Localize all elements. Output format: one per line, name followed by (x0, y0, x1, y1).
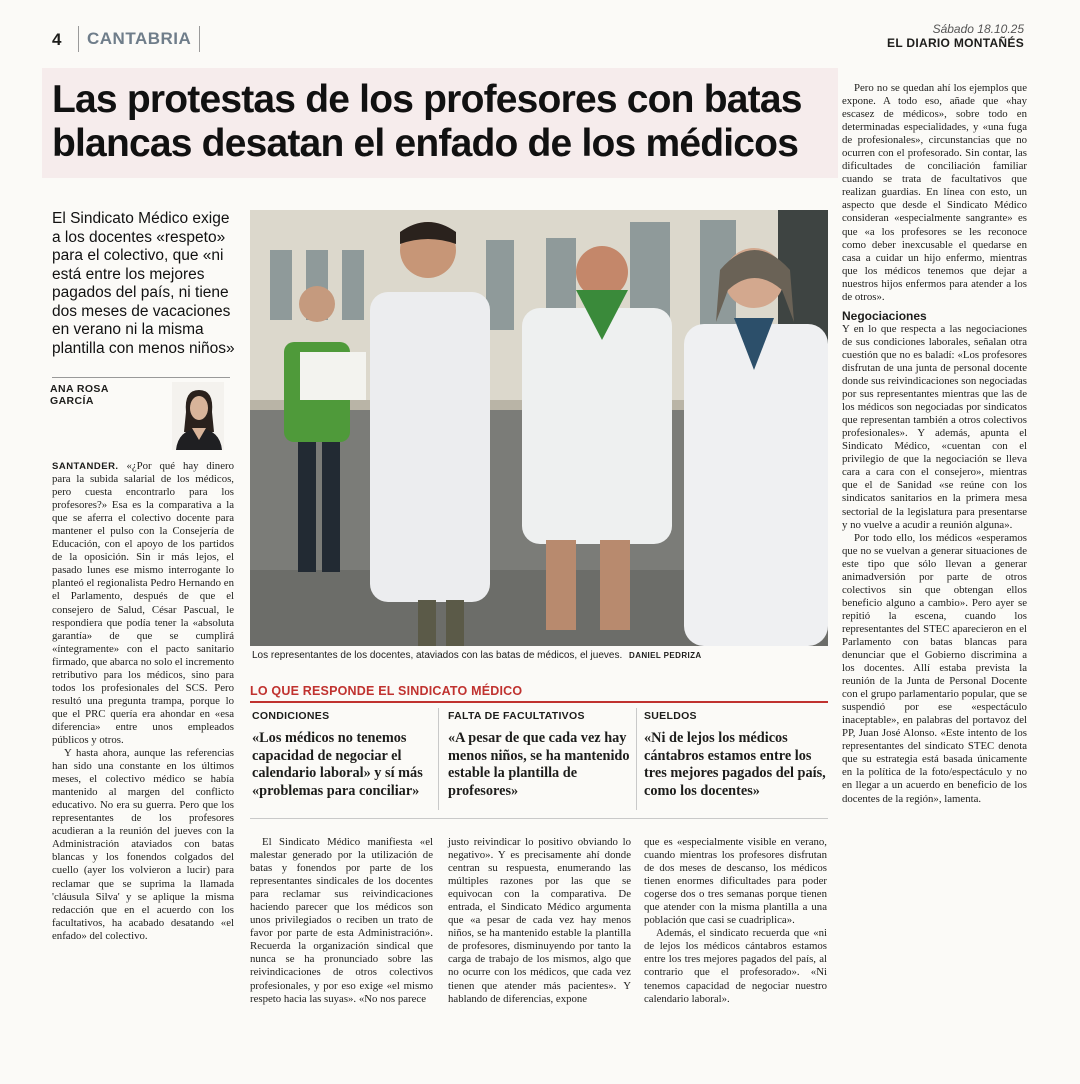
sidebar-rule (250, 701, 828, 703)
sidebar-item-quote: «A pesar de que cada vez hay menos niños, se ha mantenido estable la plantilla de profesores» (448, 730, 630, 799)
sidebar-divider (438, 708, 439, 810)
body-column-4 (644, 836, 827, 1006)
deck-summary: El Sindicato Médico exige a los docentes «respeto» para el colectivo, que «ni está entre los mejores pagados del país, ni tiene dos meses de vacaciones en verano ni la misma plantilla con menos niños» (52, 210, 235, 357)
paragraph-text: «¿Por qué hay dinero para la subida salarial de los médicos, pero cuesta encontrarlo para los profesores?» Esa es la comparativa a la que se aferra el colectivo docente para mantener el pulso con la Consejería de Educación, con el apoyo de los partidos de la oposición. Sin ir más lejos, el pasado lunes ese mismo interrogante lo planteó el regionalista Pedro Hernando en el Parlamento, después de que el consejero de Salud, César Pascual, le respondiera que podía tener la «absoluta garantía» de que se cumplirá «íntegramente» con el pacto sanitario firmado, que abarca no solo el incremento retributivo para los médicos, sino para todos los profesionales del SCS. Pero resultó una pregunta trampa, porque lo que el PRC quería era ahondar en «esa diferencia» entre unos empleados públicos y otros. (52, 460, 234, 746)
photo-credit: DANIEL PEDRIZA (629, 651, 702, 660)
body-paragraph: justo reivindicar lo positivo obviando lo negativo». Y es precisamente ahí donde centran su respuesta, enumerando las múltiples razones por las que se equivocan con la comparativa. De entrada, el Sindicato Médico argumenta que «a pesar de cada vez hay menos niños, se ha mantenido estable la plantilla de profesores, disminuyendo por tanto la carga de trabajo de los mismos, algo que no ocurre con los médicos, que cada vez tienen que atender más pacientes». Y hablando de diferencias, expone (448, 836, 631, 1005)
dateline: SANTANDER. (52, 461, 119, 472)
author-photo (172, 382, 224, 450)
body-column-3 (448, 836, 631, 1006)
body-paragraph: Y hasta ahora, aunque las referencias han sido una constante en los últimos meses, el colectivo médico se había mantenido al margen del conflicto educativo. No era su guerra. Pero que los representantes de los profesores acudieran a la reunión del jueves con la Administración ataviados con batas blancas y los fonendos colgados del cuello (ayer los volvieron a lucir) para reclamar que se suprima la llamada 'cláusula Silva' y se aplique la misma redacción que en el acuerdo con los facultativos, ha acabado desatando «el enfado» del colectivo. (52, 747, 234, 942)
body-paragraph (52, 460, 234, 747)
body-paragraph: Además, el sindicato recuerda que «ni de lejos los médicos cántabros estamos entre los tres mejores pagados del país, al contrario que el profesorado». «Ni tenemos capacidad de negociar nuestro calendario laboral». (644, 927, 827, 1005)
sidebar-item (252, 710, 437, 800)
body-paragraph: El Sindicato Médico manifiesta «el malestar generado por la utilización de batas y fonendos por parte de los representantes sindicales de los docentes para reclamar sus reivindicaciones haciendo parecer que los médicos son unos privilegiados o reciben un trato de favor por parte de esta Administración». Recuerda la organización sindical que nunca se ha pronunciado sobre las reivindicaciones de otros colectivos profesionales, y por eso exige «el mismo respeto hacia las suyas». «No nos parece (250, 836, 433, 1005)
body-paragraph: Y en lo que respecta a las negociaciones de sus condiciones laborales, señalan otra cuestión que no es baladí: «Los profesores disfrutan de una junta de personal docente donde sus reivindicaciones son negociadas por sus representantes mientras que las de los médicos son negociadas por sindicatos que representan también a otros colectivos profesionales». Y además, apunta el Sindicato Médico, «cuentan con el privilegio de que la negociación se lleva cara a cara con el consejero», mientras que el de Sanidad «se reúne con los sindicatos sanitarios en la primera mesa sectorial de la legislatura para presentarse y no vuelve a acudir a reunión alguna». (842, 322, 1027, 531)
sidebar-item-label: CONDICIONES (252, 710, 330, 722)
sidebar-item-quote: «Ni de lejos los médicos cántabros estamos entre los tres mejores pagados del país, como los docentes» (644, 730, 826, 799)
author-name: ANA ROSA GARCÍA (50, 383, 109, 407)
body-column-2 (250, 836, 433, 1006)
body-column-1 (52, 460, 234, 943)
sidebar-item (448, 710, 633, 800)
body-paragraph: que es «especialmente visible en verano, cuando mientras los profesores disfrutan de dos meses de descanso, los médicos tienen enormes dificultades para poder cogerse dos o tres semanas porque tienen que atender con la misma plantilla a una población que casi se cuadriplica». (644, 836, 827, 927)
subheading: Negociaciones (842, 308, 927, 323)
main-photo (250, 210, 828, 646)
sidebar-item-label: SUELDOS (644, 710, 697, 722)
headline: Las protestas de los profesores con batas blancas desatan el enfado de los médicos (52, 78, 802, 165)
sidebar-title: LO QUE RESPONDE EL SINDICATO MÉDICO (250, 684, 523, 698)
caption-text: Los representantes de los docentes, ataviados con las batas de médicos, el jueves. (252, 650, 623, 661)
section-label (78, 26, 200, 52)
body-paragraph: Por todo ello, los médicos «esperamos que no se vuelvan a generar situaciones de este tipo que sólo llevan a generar animadversión por parte de otros colectivos sin que obtengan ellos beneficio alguno a cambio». Pero ayer se repitió la escena, cuando los representantes del STEC aparecieron en el Parlamento con batas blancas para denunciar que el Gobierno discrimina a los docentes. Allí estaba prevista la reunión de la Junta de Personal Docente con el grupo parlamentario popular, que se suspendió por ese «espectáculo inaceptable», en palabras del portavoz del PP, Juan José Alonso. «Este intento de los representantes del sindicato STEC denota que su estrategia está basada únicamente en la política de la foto/espectáculo y no en llegar a un acuerdo en beneficio de los docentes de la región», lamenta. (842, 531, 1027, 805)
sidebar-bottom-rule (250, 818, 828, 819)
body-column-5 (842, 82, 1027, 806)
photo-caption (252, 650, 828, 661)
body-paragraph: Pero no se quedan ahí los ejemplos que expone. A todo eso, añade que «hay escasez de médicos», sobre todo en determinadas especialidades, y «una fuga de profesionales», circunstancias que no ocurren con el profesorado. Sin contar, las dificultades de conciliación familiar cuando se trata de facultativos que realizan guardias. En línea con esto, un aspecto que desde el Sindicato Médico consideran «especialmente sangrante» es que «a los profesores se les reconoce como deber inexcusable el quedarse en casa a cuidar un hijo enfermo, mientras que los médicos tenemos que dejar a nuestros hijos enfermos para atender a los de otros». (842, 82, 1027, 303)
section-name: CANTABRIA (87, 29, 192, 48)
page-number: 4 (52, 30, 62, 49)
sidebar-divider (636, 708, 637, 810)
sidebar-item-label: FALTA DE FACULTATIVOS (448, 710, 585, 722)
sidebar-item (644, 710, 829, 800)
sidebar-item-quote: «Los médicos no tenemos capacidad de negociar el calendario laboral» y sí más «problemas para conciliar» (252, 730, 423, 799)
publication-name: EL DIARIO MONTAÑÉS (887, 36, 1024, 50)
publication-date: Sábado 18.10.25 (932, 22, 1024, 36)
byline-divider (52, 377, 230, 378)
